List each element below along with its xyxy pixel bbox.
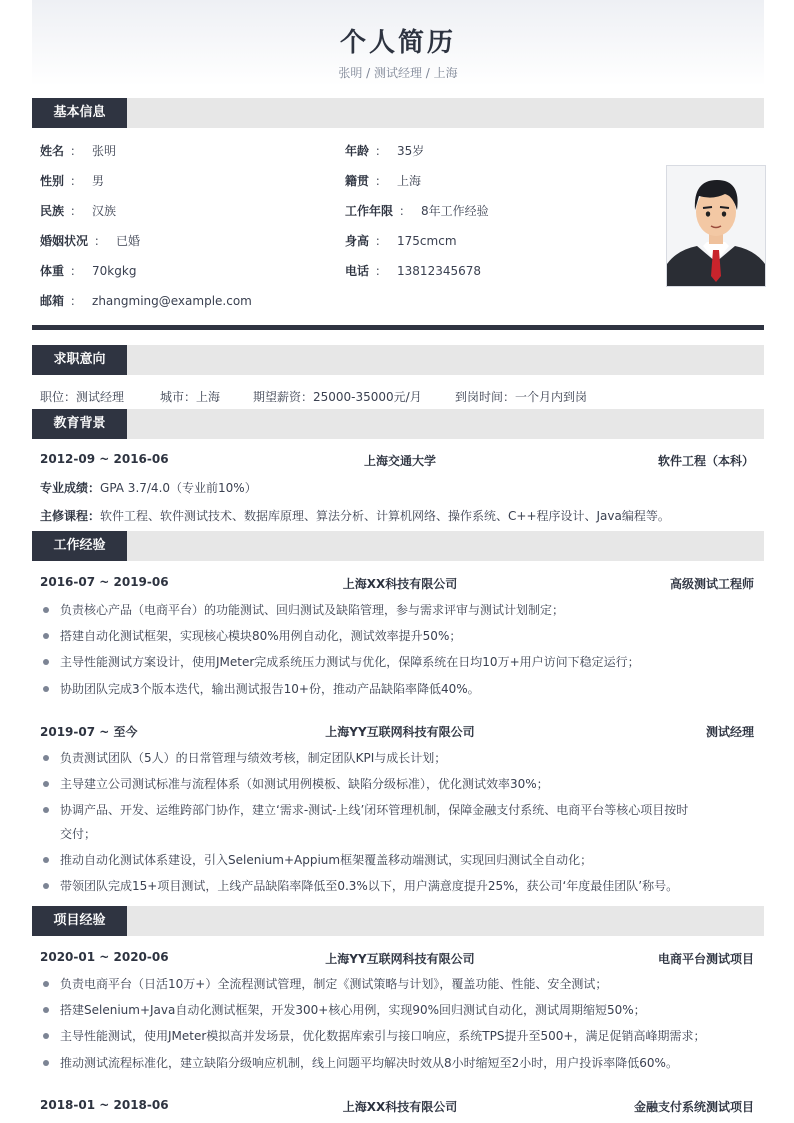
list-item: 负责核心产品（电商平台）的功能测试、回归测试及缺陷管理，参与需求评审与测试计划制定； bbox=[40, 598, 760, 622]
resume-header bbox=[32, 0, 764, 86]
work-company: 上海YY互联网科技有限公司 bbox=[325, 725, 475, 739]
list-item: 负责测试团队（5人）的日常管理与绩效考核，制定团队KPI与成长计划； bbox=[40, 746, 760, 770]
section-title: 工作经验 bbox=[32, 531, 127, 561]
field-age: 年龄 ： 35岁 bbox=[345, 144, 425, 158]
education-courses: 主修课程：软件工程、软件测试技术、数据库原理、算法分析、计算机网络、操作系统、C++程序设计、Java编程等。 bbox=[40, 509, 670, 523]
avatar-photo-icon bbox=[667, 166, 765, 286]
section-divider bbox=[32, 325, 764, 330]
page-subtitle: 张明 / 测试经理 / 上海 bbox=[338, 66, 458, 80]
list-item: 推动测试流程标准化，建立缺陷分级响应机制，线上问题平均解决时效从8小时缩短至2小时，用户投诉率降低60%。 bbox=[40, 1051, 760, 1075]
list-item: 搭建Selenium+Java自动化测试框架，开发300+核心用例，实现90%回归测试自动化，测试周期缩短50%； bbox=[40, 998, 760, 1022]
field-gender: 性别 ： 男 bbox=[40, 174, 105, 188]
field-weight: 体重 ： 70kgkg bbox=[40, 264, 137, 278]
education-score: 专业成绩：GPA 3.7/4.0（专业前10%） bbox=[40, 481, 257, 495]
page-title: 个人简历 bbox=[339, 28, 456, 58]
list-item: 主导建立公司测试标准与流程体系（如测试用例模板、缺陷分级标准），优化测试效率30%； bbox=[40, 772, 760, 796]
intent-arrival: 到岗时间：一个月内到岗 bbox=[455, 390, 588, 404]
education-major: 软件工程（本科） bbox=[657, 454, 754, 468]
list-item: 带领团队完成15+项目测试，上线产品缺陷率降低至0.3%以下，用户满意度提升25%，获公司‘年度最佳团队’称号。 bbox=[40, 874, 760, 898]
field-work-years: 工作年限 ： 8年工作经验 bbox=[345, 204, 489, 218]
list-item: 协调产品、开发、运维跨部门协作，建立‘需求-测试-上线’闭环管理机制，保障金融支付系统、电商平台等核心项目按时 bbox=[40, 798, 760, 822]
list-item-continued: 交付； bbox=[60, 827, 97, 841]
work-date: 2019-07 ~ 至今 bbox=[40, 725, 138, 739]
section-project-experience bbox=[32, 906, 764, 936]
list-item: 主导性能测试方案设计，使用JMeter完成系统压力测试与优化，保障系统在日均10万+用户访问下稳定运行； bbox=[40, 650, 760, 674]
work-company: 上海XX科技有限公司 bbox=[342, 577, 458, 591]
work-role: 高级测试工程师 bbox=[669, 577, 754, 591]
project-company: 上海XX科技有限公司 bbox=[342, 1100, 458, 1114]
project-date: 2018-01 ~ 2018-06 bbox=[40, 1098, 169, 1112]
field-ethnicity: 民族 ： 汉族 bbox=[40, 204, 117, 218]
section-work-experience bbox=[32, 531, 764, 561]
project-company: 上海YY互联网科技有限公司 bbox=[325, 952, 475, 966]
work-date: 2016-07 ~ 2019-06 bbox=[40, 575, 169, 589]
list-item: 搭建自动化测试框架，实现核心模块80%用例自动化，测试效率提升50%； bbox=[40, 624, 760, 648]
list-item: 负责电商平台（日活10万+）全流程测试管理，制定《测试策略与计划》，覆盖功能、性能、安全测试； bbox=[40, 972, 760, 996]
intent-position: 职位：测试经理 bbox=[40, 390, 125, 404]
field-phone: 电话 ： 13812345678 bbox=[345, 264, 482, 278]
list-item: 推动自动化测试体系建设，引入Selenium+Appium框架覆盖移动端测试，实现回归测试全自动化； bbox=[40, 848, 760, 872]
field-email: 邮箱 ： zhangming@example.com bbox=[40, 294, 252, 308]
section-title: 基本信息 bbox=[32, 98, 127, 128]
project-name: 电商平台测试项目 bbox=[657, 952, 754, 966]
section-education bbox=[32, 409, 764, 439]
project-date: 2020-01 ~ 2020-06 bbox=[40, 950, 169, 964]
section-title: 项目经验 bbox=[32, 906, 127, 936]
list-item: 主导性能测试，使用JMeter模拟高并发场景，优化数据库索引与接口响应，系统TPS提升至500+，满足促销高峰期需求； bbox=[40, 1024, 760, 1048]
work-role: 测试经理 bbox=[705, 725, 754, 739]
section-title: 求职意向 bbox=[32, 345, 127, 375]
project-name: 金融支付系统测试项目 bbox=[633, 1100, 754, 1114]
avatar bbox=[666, 165, 766, 287]
intent-salary: 期望薪资：25000-35000元/月 bbox=[253, 390, 422, 404]
field-name: 姓名 ： 张明 bbox=[40, 144, 117, 158]
list-item: 协助团队完成3个版本迭代，输出测试报告10+份，推动产品缺陷率降低40%。 bbox=[40, 677, 760, 701]
field-marital: 婚姻状况 ： 已婚 bbox=[40, 234, 141, 248]
intent-city: 城市：上海 bbox=[160, 390, 221, 404]
section-basic-info bbox=[32, 98, 764, 128]
education-date: 2012-09 ~ 2016-06 bbox=[40, 452, 169, 466]
field-height: 身高 ： 175cmcm bbox=[345, 234, 457, 248]
section-job-intent bbox=[32, 345, 764, 375]
section-title: 教育背景 bbox=[32, 409, 127, 439]
field-origin: 籍贯 ： 上海 bbox=[345, 174, 422, 188]
education-school: 上海交通大学 bbox=[363, 454, 436, 468]
